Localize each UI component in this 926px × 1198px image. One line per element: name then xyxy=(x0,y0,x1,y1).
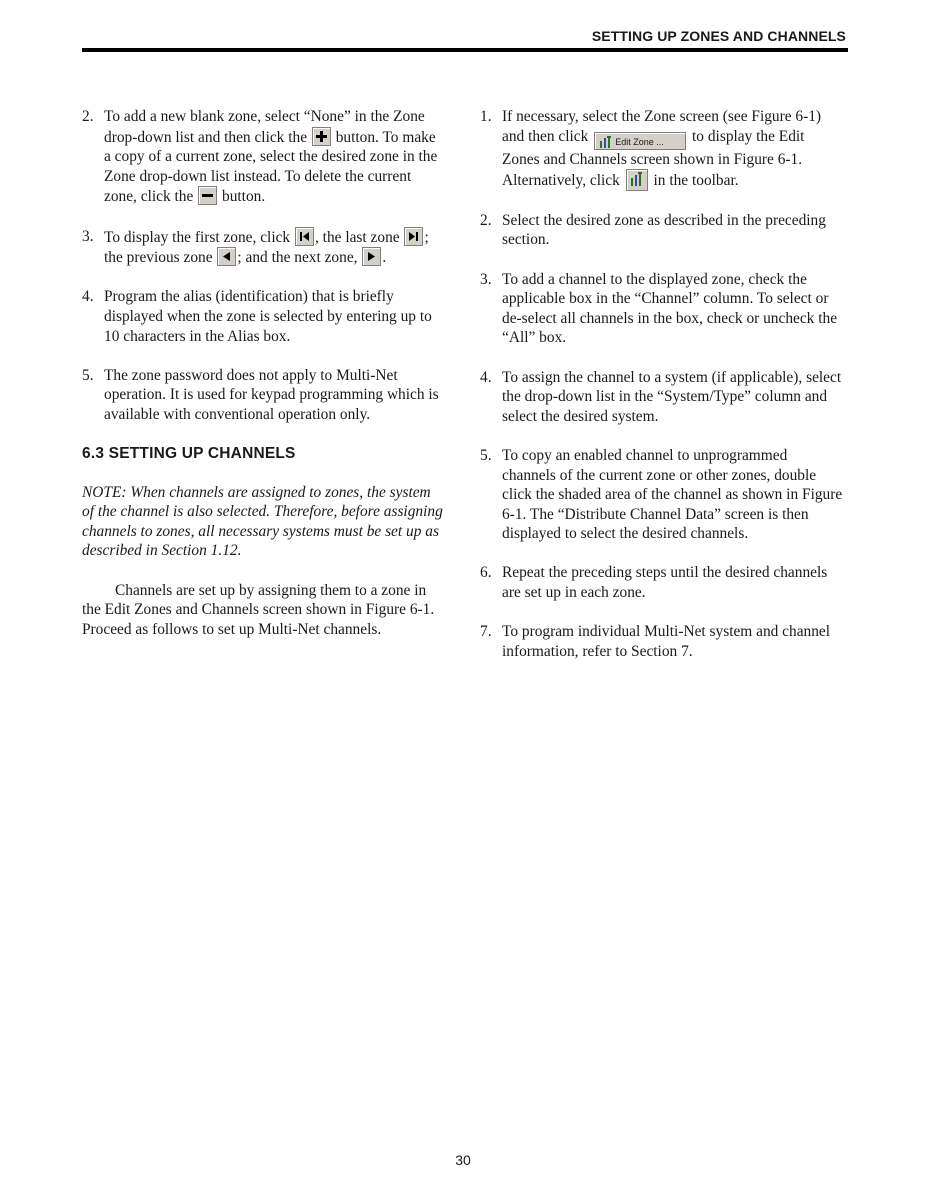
list-item: 6. Repeat the preceding steps until the desired channels are set up in each zone. xyxy=(480,564,828,602)
first-zone-icon[interactable] xyxy=(295,227,314,246)
left-column xyxy=(82,107,446,639)
list-item: 7. To program individual Multi-Net system and channel information, refer to Section 7. xyxy=(480,623,831,660)
list-item: 2. Select the desired zone as described in the preceding section. xyxy=(480,211,826,249)
list-item: 4. Program the alias (identification) that is briefly displayed when the zone is selected by entering up to 10 characters in the Alias box. xyxy=(82,288,432,345)
right-column xyxy=(480,107,844,681)
edit-zone-button[interactable]: Edit Zone ... xyxy=(594,132,686,150)
last-zone-icon[interactable] xyxy=(404,227,423,246)
section-heading: 6.3 SETTING UP CHANNELS xyxy=(82,445,296,463)
list-item: 3. To add a channel to the displayed zone, check the applicable box in the “Channel” column. To select or de-select all channels in the box, check or uncheck the “All” box. xyxy=(480,270,838,347)
minus-icon[interactable] xyxy=(198,186,217,205)
edit-zone-icon xyxy=(629,172,643,186)
next-zone-icon[interactable] xyxy=(362,247,381,266)
list-item: 3. To display the first zone, click , the last zone ; the previous zone ; and the next zone, . xyxy=(82,227,429,267)
list-item: 5. The zone password does not apply to Multi-Net operation. It is used for keypad programming which is available with conventional operation only. xyxy=(82,366,439,423)
running-header: SETTING UP ZONES AND CHANNELS xyxy=(591,28,846,44)
list-item: 2. To add a new blank zone, select “None” in the Zone drop-down list and then click the button. To make a copy of a current zone, select the desired zone in the Zone drop-down list instead. To delete the current zone, click the button. xyxy=(82,108,438,206)
list-item: 1. If necessary, select the Zone screen (see Figure 6-1) and then click Edit Zone ... to display the Edit Zones and Channels screen shown in Figure 6-1. Alternatively, click in the toolbar. xyxy=(480,108,822,190)
list-item: 4. To assign the channel to a system (if applicable), select the drop-down list in the “System/Type” column and select the desired system. xyxy=(480,368,842,425)
previous-zone-icon[interactable] xyxy=(217,247,236,266)
plus-icon[interactable] xyxy=(312,127,331,146)
edit-zone-toolbar-button[interactable] xyxy=(626,169,648,191)
page-number: 30 xyxy=(455,1152,471,1168)
list-item: 5. To copy an enabled channel to unprogrammed channels of the current zone or other zones, double click the shaded area of the channel as shown in Figure 6-1. The “Distribute Channel Data” screen is then displayed to select the desired channels. xyxy=(480,446,843,543)
note: NOTE: When channels are assigned to zones, the system of the channel is also selected. Therefore, before assigning channels to zones, all necessary systems must be set up as described in Section 1.12. xyxy=(82,483,443,560)
body-paragraph: Channels are set up by assigning them to a zone in the Edit Zones and Channels screen shown in Figure 6-1. Proceed as follows to set up Multi-Net channels. xyxy=(82,581,435,638)
header-rule xyxy=(82,48,848,52)
edit-zone-icon xyxy=(598,136,612,148)
